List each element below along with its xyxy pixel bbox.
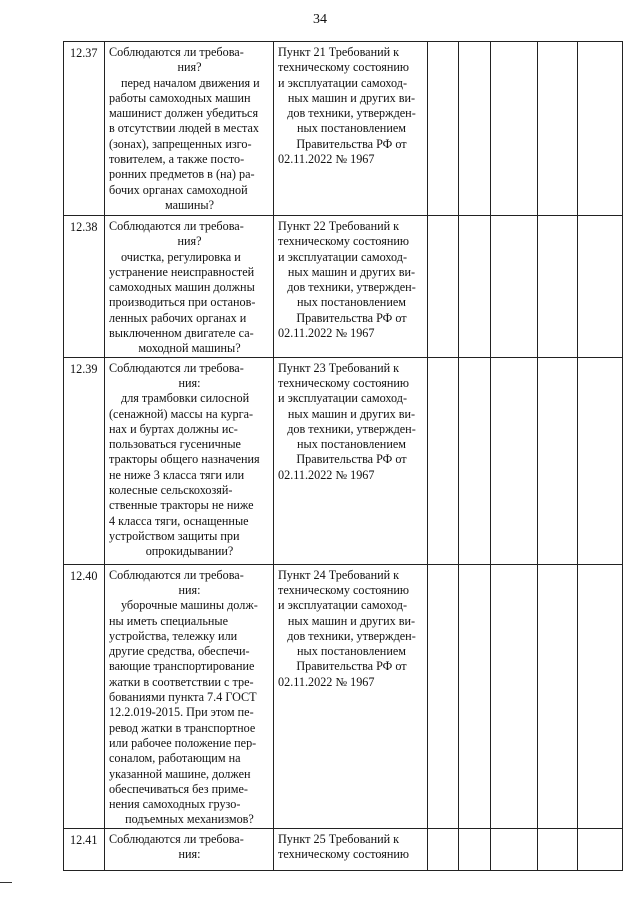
reference-line: 02.11.2022 № 1967 bbox=[278, 326, 375, 341]
reference-line: ных машин и других ви- bbox=[287, 406, 416, 421]
item-number: 12.41 bbox=[64, 828, 105, 870]
reference-line: техническому состоянию bbox=[278, 582, 409, 597]
reference-line: ных постановлением bbox=[297, 644, 406, 659]
answer-cell bbox=[538, 42, 578, 216]
answer-cell bbox=[459, 564, 491, 828]
answer-cell bbox=[578, 564, 623, 828]
question-line: Соблюдаются ли требова- bbox=[109, 219, 244, 233]
reference-line: ных машин и других ви- bbox=[287, 264, 416, 279]
checklist-table bbox=[63, 41, 623, 871]
answer-cell bbox=[491, 828, 538, 870]
reference-line: ных машин и других ви- bbox=[287, 90, 416, 105]
requirement-question bbox=[105, 564, 274, 828]
item-number: 12.40 bbox=[64, 564, 105, 828]
reference-line: Пункт 24 Требований к bbox=[278, 567, 400, 582]
answer-cell bbox=[428, 216, 459, 358]
answer-cell bbox=[459, 357, 491, 564]
question-line: уборочные машины долж- bbox=[121, 598, 258, 613]
question-line: ния: bbox=[178, 582, 201, 597]
answer-cell bbox=[578, 357, 623, 564]
requirement-question bbox=[105, 216, 274, 358]
question-line: ния? bbox=[177, 234, 202, 249]
question-line: самоходных машин должны bbox=[109, 280, 255, 295]
question-line: подъемных механизмов? bbox=[125, 812, 254, 827]
reference-line: Правительства РФ от bbox=[296, 659, 407, 674]
reference-line: Правительства РФ от bbox=[296, 310, 407, 325]
reference-line: Пункт 22 Требований к bbox=[278, 219, 400, 233]
page-number: 34 bbox=[313, 12, 327, 27]
question-line: жатки в соответствии с тре- bbox=[109, 674, 254, 689]
reference-line: и эксплуатации самоход- bbox=[278, 249, 408, 264]
requirement-question bbox=[105, 828, 274, 870]
table-row bbox=[64, 357, 623, 564]
reference-line: Правительства РФ от bbox=[296, 136, 407, 151]
question-line: другие средства, обеспечи- bbox=[109, 644, 250, 659]
question-line: не ниже 3 класса тяги или bbox=[109, 467, 245, 482]
reference-line: техническому состоянию bbox=[278, 60, 409, 75]
answer-cell bbox=[491, 564, 538, 828]
answer-cell bbox=[491, 42, 538, 216]
answer-cell bbox=[491, 216, 538, 358]
answer-cell bbox=[459, 828, 491, 870]
reference-line: и эксплуатации самоход- bbox=[278, 598, 408, 613]
question-line: перед началом движения и bbox=[121, 75, 260, 90]
question-line: или рабочее положение пер- bbox=[109, 735, 257, 750]
reference-line: и эксплуатации самоход- bbox=[278, 75, 408, 90]
question-line: моходной машины? bbox=[138, 341, 241, 356]
question-line: производиться при останов- bbox=[109, 295, 256, 310]
question-line: выключенном двигателе са- bbox=[109, 326, 254, 341]
answer-cell bbox=[491, 357, 538, 564]
question-line: Соблюдаются ли требова- bbox=[109, 831, 244, 846]
question-line: (зонах), запрещенных изго- bbox=[109, 136, 252, 151]
reference-line: ных постановлением bbox=[297, 121, 406, 136]
question-line: товителем, а также посто- bbox=[109, 152, 245, 167]
answer-cell bbox=[428, 564, 459, 828]
question-line: очистка, регулировка и bbox=[121, 249, 241, 264]
answer-cell bbox=[538, 828, 578, 870]
item-number: 12.37 bbox=[64, 42, 105, 216]
answer-cell bbox=[459, 42, 491, 216]
question-line: ленных рабочих органах и bbox=[109, 310, 247, 325]
question-line: 4 класса тяги, оснащенные bbox=[109, 513, 249, 528]
reference-line: 02.11.2022 № 1967 bbox=[278, 152, 375, 167]
reference-line: техническому состоянию bbox=[278, 847, 409, 862]
question-line: в отсутствии людей в местах bbox=[109, 121, 259, 136]
answer-cell bbox=[578, 216, 623, 358]
question-line: тракторы общего назначения bbox=[109, 452, 260, 467]
question-line: бочих органах самоходной bbox=[109, 182, 248, 197]
question-line: нения самоходных грузо- bbox=[109, 797, 241, 812]
question-line: машинист должен убедиться bbox=[109, 106, 259, 121]
legal-reference bbox=[274, 42, 428, 216]
legal-reference bbox=[274, 828, 428, 870]
reference-line: дов техники, утвержден- bbox=[287, 628, 416, 643]
question-line: ния? bbox=[177, 60, 202, 75]
question-line: Соблюдаются ли требова- bbox=[109, 567, 244, 582]
answer-cell bbox=[578, 828, 623, 870]
question-line: для трамбовки силосной bbox=[121, 391, 250, 406]
reference-line: дов техники, утвержден- bbox=[287, 280, 416, 295]
answer-cell bbox=[428, 42, 459, 216]
table-row bbox=[64, 216, 623, 358]
reference-line: и эксплуатации самоход- bbox=[278, 391, 408, 406]
legal-reference bbox=[274, 357, 428, 564]
legal-reference bbox=[274, 564, 428, 828]
requirement-question bbox=[105, 357, 274, 564]
question-line: обеспечиваться без приме- bbox=[109, 781, 248, 796]
item-number: 12.38 bbox=[64, 216, 105, 358]
table-body bbox=[64, 42, 623, 871]
answer-cell bbox=[428, 357, 459, 564]
question-line: (сенажной) массы на курга- bbox=[109, 406, 254, 421]
table-row bbox=[64, 828, 623, 870]
question-line: нах и буртах должны ис- bbox=[109, 421, 238, 436]
reference-line: ных постановлением bbox=[297, 437, 406, 452]
reference-line: 02.11.2022 № 1967 bbox=[278, 467, 375, 482]
reference-line: дов техники, утвержден- bbox=[287, 106, 416, 121]
reference-line: 02.11.2022 № 1967 bbox=[278, 674, 375, 689]
question-line: Соблюдаются ли требова- bbox=[109, 360, 244, 375]
legal-reference bbox=[274, 216, 428, 358]
question-line: ния: bbox=[178, 847, 201, 862]
reference-line: техническому состоянию bbox=[278, 375, 409, 390]
question-line: устройства, тележку или bbox=[109, 628, 238, 643]
item-number: 12.39 bbox=[64, 357, 105, 564]
question-line: ронних предметов в (на) ра- bbox=[109, 167, 255, 182]
question-line: опрокидывании? bbox=[145, 544, 234, 559]
question-line: ственные тракторы не ниже bbox=[109, 498, 254, 513]
question-line: Соблюдаются ли требова- bbox=[109, 45, 244, 59]
answer-cell bbox=[538, 357, 578, 564]
reference-line: техническому состоянию bbox=[278, 234, 409, 249]
answer-cell bbox=[578, 42, 623, 216]
reference-line: Правительства РФ от bbox=[296, 452, 407, 467]
question-line: вающие транспортирование bbox=[109, 659, 255, 674]
question-line: устранение неисправностей bbox=[109, 264, 255, 279]
question-line: устройством защиты при bbox=[109, 528, 240, 543]
question-line: указанной машине, должен bbox=[109, 766, 251, 781]
reference-line: ных постановлением bbox=[297, 295, 406, 310]
answer-cell bbox=[538, 564, 578, 828]
table-row bbox=[64, 42, 623, 216]
margin-mark bbox=[0, 882, 12, 883]
reference-line: Пункт 25 Требований к bbox=[278, 831, 400, 846]
requirement-question bbox=[105, 42, 274, 216]
question-line: пользоваться гусеничные bbox=[109, 437, 241, 452]
question-line: колесные сельскохозяй- bbox=[109, 483, 233, 498]
question-line: соналом, работающим на bbox=[109, 751, 241, 766]
question-line: ны иметь специальные bbox=[109, 613, 228, 628]
answer-cell bbox=[538, 216, 578, 358]
question-line: ревод жатки в транспортное bbox=[109, 720, 256, 735]
answer-cell bbox=[428, 828, 459, 870]
reference-line: дов техники, утвержден- bbox=[287, 421, 416, 436]
reference-line: Пункт 23 Требований к bbox=[278, 360, 400, 375]
question-line: 12.2.019-2015. При этом пе- bbox=[109, 705, 254, 720]
question-line: машины? bbox=[164, 197, 215, 212]
reference-line: ных машин и других ви- bbox=[287, 613, 416, 628]
answer-cell bbox=[459, 216, 491, 358]
reference-line: Пункт 21 Требований к bbox=[278, 45, 400, 59]
question-line: работы самоходных машин bbox=[109, 90, 251, 105]
table-row bbox=[64, 564, 623, 828]
question-line: ния: bbox=[178, 375, 201, 390]
question-line: бованиями пункта 7.4 ГОСТ bbox=[109, 690, 257, 705]
